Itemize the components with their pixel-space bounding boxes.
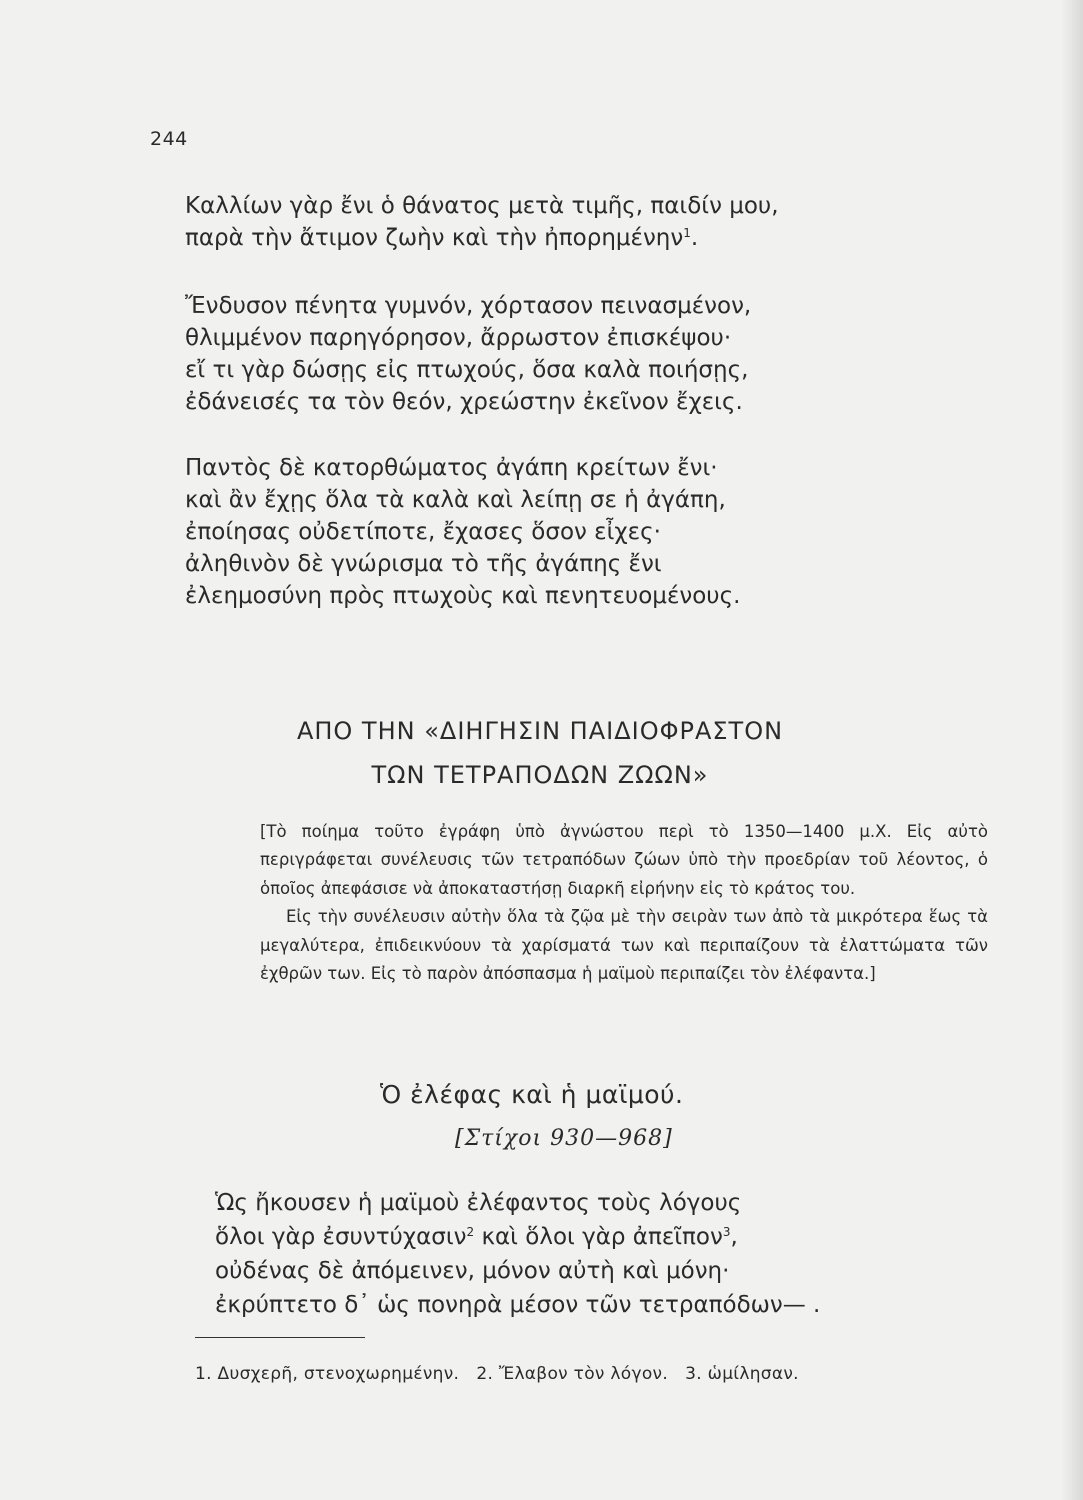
verse-line: ἐκρύπτετο δ᾽ ὡς πονηρὰ μέσον τῶν τετραπόδων— . [215,1292,821,1318]
verse-text: ὅλοι γὰρ ἐσυντύχασιν [215,1224,467,1250]
stanza-4 [215,1186,820,1322]
section-heading-line-1: ΑΠΟ ΤΗΝ «ΔΙΗΓΗΣΙΝ ΠΑΙΔΙΟΦΡΑΣΤΟΝ [296,717,784,745]
verse-line: ἐδάνεισές τα τὸν θεόν, χρεώστην ἐκεῖνον ἔχεις. [185,389,743,415]
verse-line: Παντὸς δὲ κατορθώματος ἀγάπη κρείτων ἔνι· [185,455,718,481]
footnote-marker: 3 [722,1225,731,1239]
verse-text: παρὰ τὴν ἄτιμον ζωὴν καὶ τὴν ἠπορημένην [185,225,684,251]
stanza-1 [185,190,779,254]
verse-punctuation: . [690,225,699,251]
verse-line: εἴ τι γὰρ δώσῃς εἰς πτωχούς, ὅσα καλὰ ποιήσῃς, [185,357,749,383]
poem-verse-range: [Στίχοι 930—968] [455,1126,673,1151]
page-number: 244 [150,128,188,150]
intro-note [260,818,988,988]
verse-line [185,222,779,254]
footnote-divider [195,1337,365,1338]
verse-line: καὶ ἂν ἔχῃς ὅλα τὰ καλὰ καὶ λείπῃ σε ἡ ἀγάπη, [185,487,726,513]
poem-title: Ὁ ἐλέφας καὶ ἡ μαϊμού. [380,1080,684,1109]
footnotes [195,1364,799,1384]
verse-line: ἐλεημοσύνη πρὸς πτωχοὺς καὶ πενητευομένους. [185,583,741,609]
intro-paragraph-2: Εἰς τὴν συνέλευσιν αὐτὴν ὅλα τὰ ζῷα μὲ τὴν σειρὰν των ἀπὸ τὰ μικρότερα ἕως τὰ μεγαλύτερα, ἐπιδεικνύουν τὰ χαρίσματά των καὶ περιπαίζουν τὰ ἐλαττώματα τῶν ἐχθρῶν των. Εἰς τὸ παρὸν ἀπόσπασμα ἡ μαϊμοὺ περιπαίζει τὸν ἐλέφαντα.] [260,907,988,984]
intro-paragraph-1: [Τὸ ποίημα τοῦτο ἐγράφη ὑπὸ ἀγνώστου περὶ τὸ 1350—1400 μ.Χ. Εἰς αὐτὸ περιγράφεται συνέλευσις τῶν τετραπόδων ζώων ὑπὸ τὴν προεδρίαν τοῦ λέοντος, ὁ ὁποῖος ἀπεφάσισε νὰ ἀποκαταστήσῃ διαρκῆ εἰρήνην εἰς τὸ κράτος του. [260,822,988,898]
verse-line: ἀληθινὸν δὲ γνώρισμα τὸ τῆς ἀγάπης ἔνι [185,551,662,577]
section-heading-line-2: ΤΩΝ ΤΕΤΡΑΠΟΔΩΝ ΖΩΩΝ» [371,761,709,789]
verse-line: Ἔνδυσον πένητα γυμνόν, χόρτασον πεινασμένον, [185,293,752,319]
footnote-marker: 1 [683,226,691,240]
verse-line: Καλλίων γὰρ ἔνι ὁ θάνατος μετὰ τιμῆς, παιδίν μου, [185,193,779,219]
verse-line: ἐποίησας οὐδετίποτε, ἔχασες ὅσον εἶχες· [185,519,661,545]
stanza-2 [185,290,751,418]
page-edge-shadow [1061,0,1083,1500]
verse-line: θλιμμένον παρηγόρησον, ἄρρωστον ἐπισκέψου· [185,325,732,351]
verse-line: Ὡς ἤκουσεν ἡ μαϊμοὺ ἐλέφαντος τοὺς λόγους [215,1190,742,1216]
footnote-marker: 2 [466,1225,475,1239]
verse-line: οὐδένας δὲ ἀπόμεινεν, μόνον αὐτὴ καὶ μόνη· [215,1258,730,1284]
stanza-3 [185,452,740,612]
verse-punctuation: , [730,1224,738,1250]
verse-text: καὶ ὅλοι γὰρ ἀπεῖπον [474,1224,723,1250]
footnote-text: 1. Δυσχερῆ, στενοχωρημένην. 2. Ἔλαβον τὸν λόγον. 3. ὡμίλησαν. [195,1364,799,1384]
verse-line [215,1220,820,1254]
